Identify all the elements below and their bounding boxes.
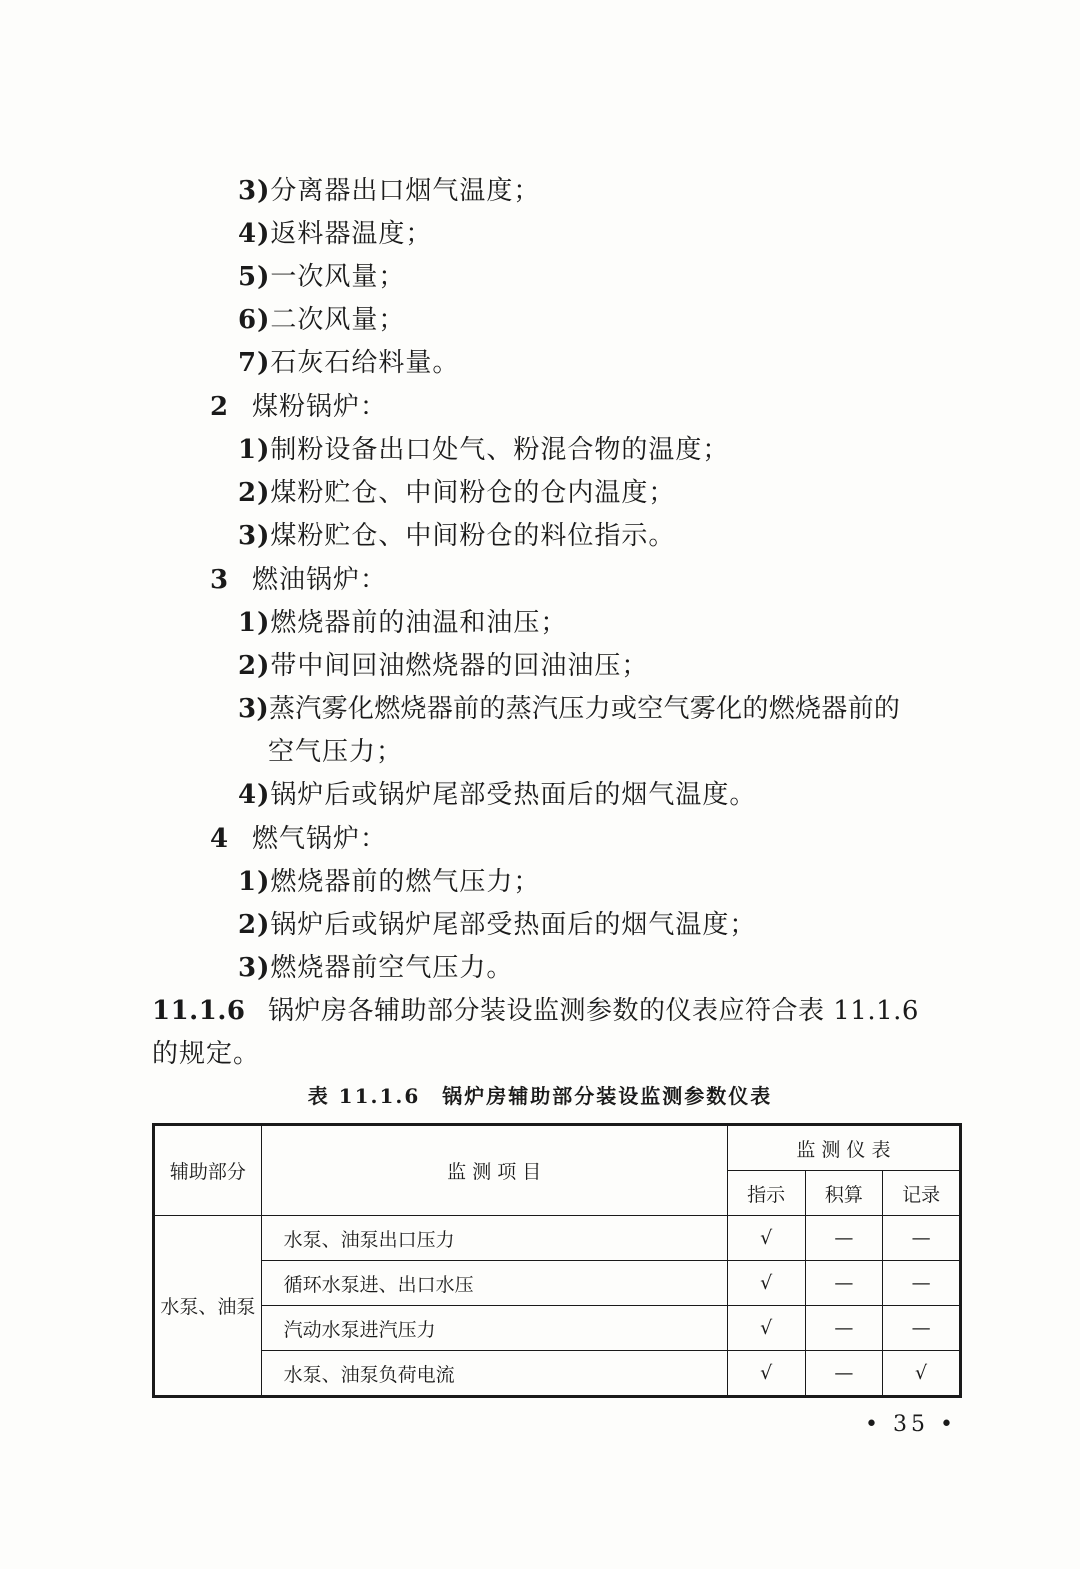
list-item: 7)石灰石给料量。 bbox=[238, 348, 460, 378]
list-item-continuation: 空气压力； bbox=[268, 737, 404, 767]
item-cell: 水泵、油泵出口压力 bbox=[261, 1216, 727, 1261]
indicate-cell: √ bbox=[727, 1261, 805, 1306]
list-item: 2)带中间回油燃烧器的回油油压； bbox=[238, 651, 649, 681]
table-row bbox=[154, 1216, 961, 1261]
list-item: 4)锅炉后或锅炉尾部受热面后的烟气温度。 bbox=[238, 780, 757, 810]
monitoring-instrument-table bbox=[152, 1123, 962, 1398]
clause-11-1-6: 11.1.6 锅炉房各辅助部分装设监测参数的仪表应符合表 11.1.6 bbox=[152, 996, 919, 1026]
indicate-cell: √ bbox=[727, 1216, 805, 1261]
header-monitoring-item: 监 测 项 目 bbox=[261, 1125, 727, 1216]
list-item: 3)分离器出口烟气温度； bbox=[238, 176, 541, 206]
integrate-cell: — bbox=[805, 1216, 883, 1261]
list-item: 3)蒸汽雾化燃烧器前的蒸汽压力或空气雾化的燃烧器前的 bbox=[238, 694, 901, 724]
list-item: 3)煤粉贮仓、中间粉仓的料位指示。 bbox=[238, 521, 676, 551]
header-monitoring-instruments: 监 测 仪 表 bbox=[727, 1125, 960, 1171]
integrate-cell: — bbox=[805, 1306, 883, 1351]
item-cell: 水泵、油泵负荷电流 bbox=[261, 1351, 727, 1397]
page-number: • 35 • bbox=[865, 1412, 957, 1437]
list-item: 6)二次风量； bbox=[238, 305, 406, 335]
list-item: 3)燃烧器前空气压力。 bbox=[238, 953, 514, 983]
item-cell: 循环水泵进、出口水压 bbox=[261, 1261, 727, 1306]
list-item: 5)一次风量； bbox=[238, 262, 406, 292]
table-row bbox=[154, 1261, 961, 1306]
section-heading: 2 煤粉锅炉： bbox=[210, 392, 388, 422]
table-row bbox=[154, 1351, 961, 1397]
table-row bbox=[154, 1306, 961, 1351]
record-cell: — bbox=[883, 1261, 961, 1306]
list-item: 2)煤粉贮仓、中间粉仓的仓内温度； bbox=[238, 478, 676, 508]
section-heading: 3 燃油锅炉： bbox=[210, 565, 388, 595]
record-cell: — bbox=[883, 1216, 961, 1261]
header-record: 记录 bbox=[883, 1171, 961, 1216]
header-indicate: 指示 bbox=[727, 1171, 805, 1216]
record-cell: √ bbox=[883, 1351, 961, 1397]
list-item: 1)制粉设备出口处气、粉混合物的温度； bbox=[238, 435, 730, 465]
list-item: 2)锅炉后或锅炉尾部受热面后的烟气温度； bbox=[238, 910, 757, 940]
list-item: 1)燃烧器前的油温和油压； bbox=[238, 608, 568, 638]
table-title: 表 11.1.6 锅炉房辅助部分装设监测参数仪表 bbox=[307, 1084, 773, 1108]
list-item: 4)返料器温度； bbox=[238, 219, 433, 249]
header-auxiliary-part: 辅助部分 bbox=[154, 1125, 262, 1216]
list-item: 1)燃烧器前的燃气压力； bbox=[238, 867, 541, 897]
section-heading: 4 燃气锅炉： bbox=[210, 824, 388, 854]
integrate-cell: — bbox=[805, 1261, 883, 1306]
record-cell: — bbox=[883, 1306, 961, 1351]
item-cell: 汽动水泵进汽压力 bbox=[261, 1306, 727, 1351]
clause-continuation: 的规定。 bbox=[152, 1039, 261, 1069]
indicate-cell: √ bbox=[727, 1351, 805, 1397]
integrate-cell: — bbox=[805, 1351, 883, 1397]
header-integrate: 积算 bbox=[805, 1171, 883, 1216]
indicate-cell: √ bbox=[727, 1306, 805, 1351]
group-cell: 水泵、油泵 bbox=[154, 1216, 262, 1397]
